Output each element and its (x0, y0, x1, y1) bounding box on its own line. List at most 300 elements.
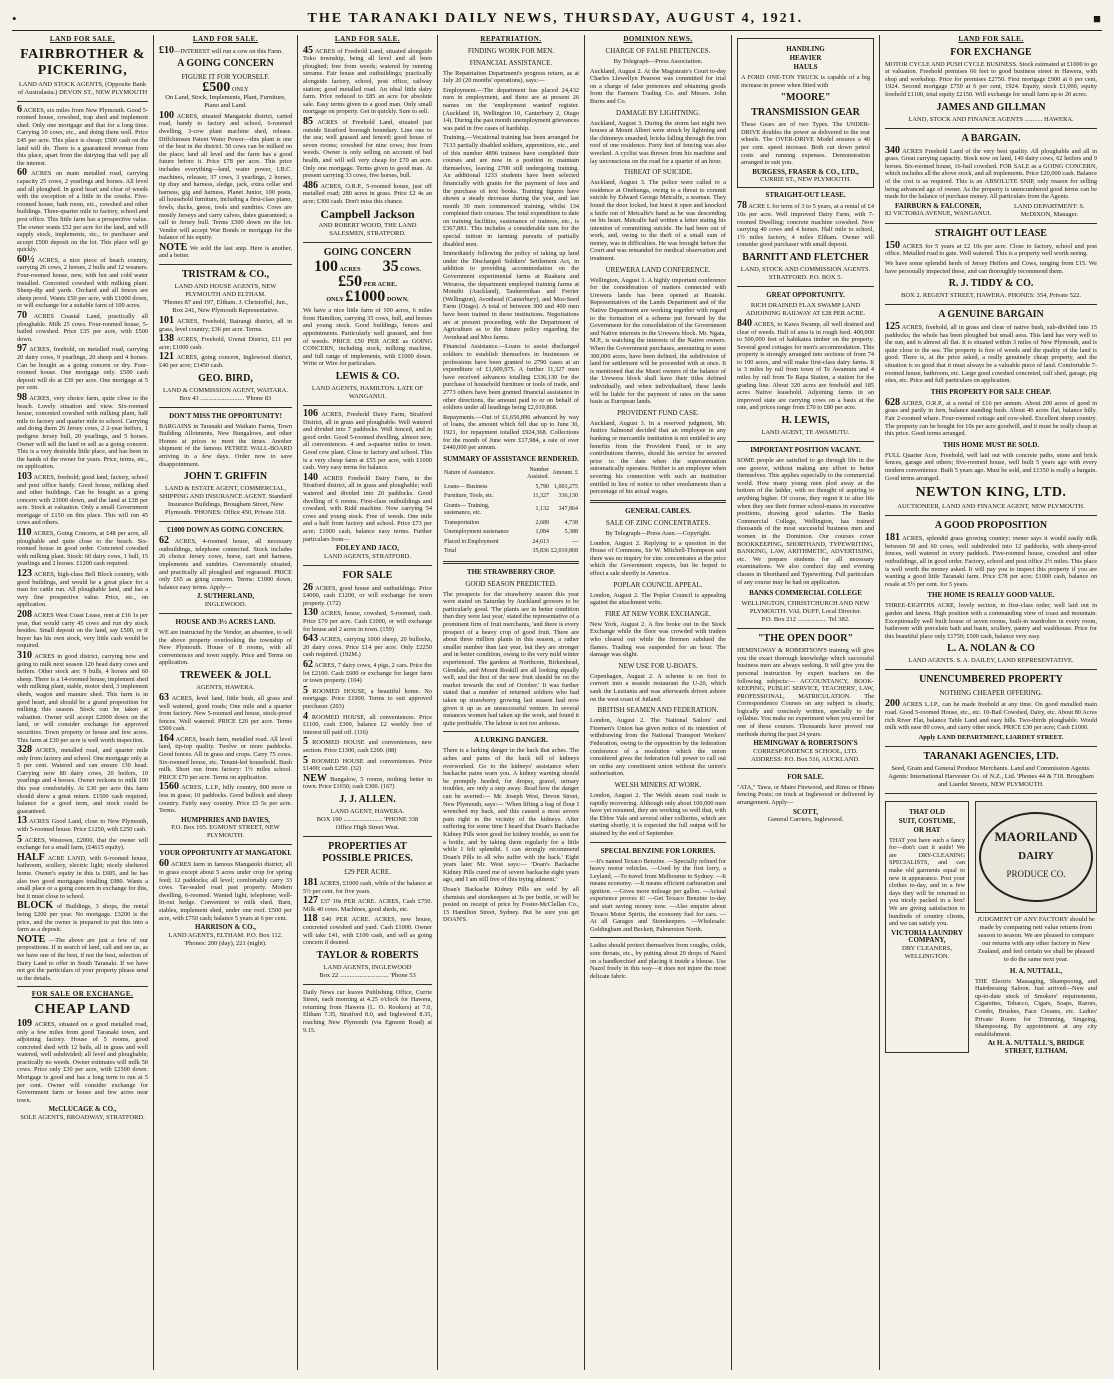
ad-text: ACRES, good house and outbuildings. Price £4000, cash £1200, or will exchange for town property. (172) (303, 584, 432, 607)
classified-ad (17, 312, 148, 343)
ad-text: ACRES, carrying 1000 sheep, 20 bullocks, 20 dairy cows. Price £14 per acre. Only £2250 cash required. (192M.) (303, 636, 432, 659)
classified-ad (885, 396, 1097, 438)
classified-ad (737, 317, 875, 412)
ad-lead: 103 (17, 470, 32, 482)
ad-text: Ladies should protect themselves from coughs, colds, sore throats, etc., by putting about 20 drops of Nazol on a handkerchief and placing it inside a blouse. Use Nazol freely in this way—it does not injure the most delicate fabric. (590, 942, 726, 980)
masthead-left-mark: • (12, 11, 18, 26)
straight-out-lease-title: STRAIGHT OUT LEASE (935, 227, 1047, 239)
agency-name: LEWIS & CO. (335, 371, 400, 382)
ad-subhead: RICH DRAINED FLAX SWAMP LAND ADJOINING RAILWAY AT £28 PER ACRE. (745, 301, 866, 317)
ad-text: ACRES, very choice farm, quite close to the beach. Lovely situation and view. Six-roomed house, concreted cowshed with milking plant, half mile to factory and quarter mile to school. Carrying and doing them 26 Jersey cows, 2 2-year heifers, 1 pedigree Jersey bull, 20 yearlings, and 5 horses. Owner will sell the land or sell as a going concern. This is a very desirable little place, and has been in the hands of the owner for years. Price, terms, etc., on application. (17, 394, 148, 471)
ad-lead: 5 (303, 736, 308, 748)
ad-lead: 1560 (159, 781, 179, 793)
ad-lead: NOTE (17, 933, 46, 945)
news-headline: POPLAR COUNCIL APPEAL. (613, 580, 703, 589)
ad-text: THAT you have such a fancy for—don't cast it aside! We are DRY-CLEANING SPECIALISTS, and can make old garments equal to new in appearance. Post your clothes to-day, and in a few days they will be returned to you nicely packed in a box! We are giving satisfaction to hundreds of country clients, and we can satisfy you. (889, 836, 965, 928)
ad-list (303, 581, 433, 791)
divider (303, 836, 432, 837)
price-figure: £50 (338, 273, 363, 291)
divider (885, 793, 1097, 794)
divider (737, 441, 874, 442)
unencumbered-title: UNENCUMBERED PROPERTY (919, 674, 1063, 686)
ad-lead: 60½ (17, 253, 35, 265)
agency-name: TREWEEK & JOLL (179, 669, 272, 681)
ad-lead: 340 (885, 144, 900, 156)
ad-lead: 486 (303, 179, 318, 191)
ad-text: ROOMED HOUSE and conveniences, new section. Price £1300, cash £200. (88) (303, 739, 433, 754)
table-header-cell: Amount. £ (552, 470, 578, 477)
agency-name: Campbell Jackson (320, 207, 415, 222)
ad-list (159, 691, 292, 815)
table-cell: Grants— Training, sustenance, etc. (444, 502, 490, 517)
classified-ad (159, 537, 292, 591)
agent-department: LAND DEPARTMENT: S. McDIXON, Manager. (1013, 202, 1085, 218)
table-row (443, 502, 579, 519)
table-cell: 347,864 (558, 506, 578, 513)
table-row (443, 528, 579, 538)
svg-text:MAORILAND: MAORILAND (994, 828, 1078, 844)
agency-phone: Box 43 ........................... 'Phone 83 (179, 394, 272, 402)
news-text: London, August 2. The Welsh steam coal trade is rapidly recovering. Although only about 100,000 men have yet resumed, they are working so well that, with the Ebbw Vale and several other collieries, which are starting shortly, it is expected the full output will be attained by the end of September. (590, 791, 726, 837)
classified-ad (17, 611, 148, 650)
divider (303, 984, 432, 985)
agent-address: 82 VICTORIA AVENUE, WANGANUI. (885, 210, 992, 218)
column-5 (585, 35, 732, 1370)
ad-headline: DON'T MISS THE OPPORTUNITY! (169, 411, 282, 420)
ad-lead: 118 (303, 913, 318, 925)
divider (885, 304, 1097, 305)
classified-ad (737, 202, 874, 249)
ad-lead: 4 (303, 710, 308, 722)
classified-ad (885, 700, 1097, 731)
agent-address: General Carriers, Inglewood. (767, 816, 844, 824)
good-proposition-title: A GOOD PROPOSITION (934, 520, 1048, 532)
agency-subtitle: LAND AGENTS. S. A. DAILEY, LAND REPRESENTATIVE. (908, 657, 1074, 665)
ad-lead: 109 (17, 1017, 32, 1029)
ad-text: ACRES, £1000 cash, while of the balance at 5½ per cent. for five years. (303, 879, 432, 895)
table-cell: 5,388 (564, 529, 578, 536)
agency-subtitle: LAND AGENT, TE AWAMUTU. (761, 429, 850, 437)
table-cell: 35,836 (532, 548, 549, 555)
going-concern-price: £500 (202, 80, 231, 96)
agency-address: Office High Street West. (335, 823, 400, 831)
table-title: SUMMARY OF ASSISTANCE RENDERED. (443, 454, 579, 463)
table-row (443, 519, 579, 529)
table-cell: Unemployment sustenance (444, 529, 509, 536)
column-header: LAND FOR SALE. (49, 35, 116, 43)
article-paragraph: The Repatriation Department's progress return, as at July 20 (20 months' operations), says:— (443, 69, 579, 85)
ad-list (303, 44, 432, 206)
price-label: PER ACRE. (363, 281, 397, 289)
agent-name: FAIRBURN & FALCONER, (894, 201, 982, 210)
column-header: REPATRIATION. (480, 35, 542, 43)
table-cell: Transportation (444, 519, 480, 526)
news-byline: By Telegraph—Press Assn.—Copyright. (605, 529, 711, 537)
ad-text: ACRES, to Kawa Swamp, all well drained and clear of weeds. Half of area is in rough feed. 400,000 to 500,000 feet of kahikatea timber on the property. Several good cottages for men's accommodation. This property is strongly arranged into sections of from 74 to 100 acres, and will make first-class dairy farms. It is 3 miles by rail from town of Te Awamutu and 4 miles by rail from Te Rapa Station, a station for the grading line. About 320 acres are freehold and 185 acres Native leasehold. Adjoining farms in an improved state are carrying cows on a basis at the rate, and prices range from £70 to £80 per acre. (737, 320, 875, 412)
ad-text: A FORD ONE-TON TRUCK is capable of a big increase in power when fitted with (741, 74, 870, 89)
agency-subtitle: LAND & COMMISSION AGENT, WAITARA. (163, 386, 288, 394)
classified-ad (17, 169, 148, 254)
news-text: New York, August 2. A fire broke out in the Stock Exchange while the floor was crowded with traders who cleared out while the firemen subdued the flames. Trading was suspended for an hour. The damage was slight. (590, 620, 726, 659)
ad-headline: THE HOME IS REALLY GOOD VALUE. (927, 591, 1055, 600)
divider (590, 937, 726, 938)
ad-text: ACRES, freehold; good land, factory, school and post office handy. Good house, milking shed and other buildings. Can be bought as a going concern with 21000 down, and the land at £38 per acre. Stock at valuation. Only a small Government mortgage of £150 on this place. This will run 45 cows and others. (17, 473, 148, 527)
ad-text: ACRES, O.R.P., at a rental of £16 per annum. About 200 acres of good in grass and partly in fern, balance standing bush. About 40 acres flat, balance hilly. Fair 2-roomed whare. Four-roomed cottage and cow-shed. Excellent sheep country. The property can be bought for 10s per acre goodwill, and it must be really cheap at this price. Good terms arranged. (885, 399, 1097, 438)
table-row (443, 547, 579, 557)
moore-brand: "MOORE" (780, 92, 831, 104)
ad-text: ACRES farm in famous Mangatoki district; all in grass except about 5 acres under crop for spring feed; 12 paddocks; all level; comfortably carry 33 cows. Tar-sealed road past property. Modern dwelling, 6-roomed. Wanted light, telephone; well-lit-out hedge. Convenient to milk shed. Barn, stables, implement shed, under one roof. £500 per acre, with £750 cash; balance 5 years at 6 per cent. (159, 861, 292, 922)
agency-subtitle: LAND AND STOCK AGENTS, (Opposite Bank of Australasia.) DEVON ST., NEW PLYMOUTH (17, 80, 148, 96)
ad-lead: 6 (17, 103, 22, 115)
classified-ad (17, 570, 148, 609)
ad-lead: 150 (885, 239, 900, 251)
article-subhead: FINDING WORK FOR MEN. (467, 46, 555, 55)
news-headline: WELSH MINERS AT WORK. (614, 780, 702, 789)
divider (159, 264, 292, 265)
ad-text: ACRES, Going Concern, at £48 per acre, all ploughable and quite close to the beach. Six-roomed house in good order. Concreted cowshed with milking plant. Stock: 60 dairy cows, 1 bull, 15 yearlings and 2 horses. £1200 cash required. (17, 530, 148, 568)
masthead-title: THE TARANAKI DAILY NEWS, THURSDAY, AUGUST 4, 1921. (307, 11, 804, 26)
ad-text: ACRES, freehold, on metalled road, carrying 20 dairy cows, 9 yearlings, 20 sheep and 4 horses. Can be bought as a going concern or dry. Four-roomed house. One mortgage only. £500 cash deposit will do at £30 per acre. One mortgage at 5 per cent. (17, 346, 148, 392)
divider (885, 669, 1097, 670)
exchange-title: FOR EXCHANGE (950, 46, 1032, 58)
ad-headline: HOUSE AND 3½ ACRES LAND. (175, 617, 276, 626)
classified-ad (885, 239, 1097, 258)
agency-subtitle: BOX 2. REGENT STREET, HAWERA. PHONES: 354, Private 522. (901, 292, 1081, 300)
column-2 (154, 35, 298, 1370)
ad-text: THREE-EIGHTHS ACRE, lovely section, in first-class order, well laid out in garden and lawns. High position with a commanding view of coast and mountain. Exceptionally well built house of seven rooms, built-in wardrobes in every room, bathroom with porcelain bath and basin, scullery, pantry and washhouse. Price for this beautiful place only £1750; £500 cash, balance very easy. (885, 602, 1097, 640)
agency-name: H. LEWIS, (781, 415, 830, 427)
going-concern-title: GOING CONCERN (323, 247, 412, 259)
agency-subtitle: LAND AND HOUSE AGENTS, NEW PLYMOUTH AND ELTHAM. (174, 283, 277, 299)
article-headline: A LURKING DANGER. (474, 736, 548, 745)
agency-name: TRISTRAM & CO., (181, 269, 270, 281)
table-cell: 336,130 (558, 493, 578, 500)
classified-ad (303, 471, 432, 543)
agency-name: J. J. ALLEN. (339, 793, 396, 805)
svg-text:PRODUCE CO.: PRODUCE CO. (1006, 868, 1066, 879)
agency-subtitle: LAND & ESTATE AGENT, COMMERCIAL, SHIPPING AND INSURANCE AGENT. Standard Insurance Buildings, Brougham Street, New Plymouth. 'PHONES: Office 450, Private 318. (159, 485, 292, 517)
news-text: Auckland, August 2. At the Magistrate's Court to-day Charles Llewellyn Pearson was committed for trial on a charge of false pretences and obtaining goods from the Farmers Trading Co. and Messrs. John Burns and Co. (590, 67, 726, 105)
classified-ad (159, 353, 292, 369)
classified-ad (159, 691, 292, 733)
agency-name: FAIRBROTHER & PICKERING, (20, 46, 145, 78)
ad-headline: YOUR OPPORTUNITY AT MANGATOKI. (159, 849, 292, 858)
table-cell: 5,790 (535, 483, 549, 490)
news-headline: DAMAGE BY LIGHTNING. (616, 108, 700, 117)
ad-lead: 181 (303, 876, 318, 888)
agency-name: R. J. TIDDY & CO. (948, 278, 1034, 290)
properties-title: PROPERTIES AT POSSIBLE PRICES. (322, 840, 413, 864)
divider (885, 746, 1097, 747)
agency-phone: BOX 190 ........................ 'PHONE 338 (316, 815, 419, 823)
svg-text:DAIRY: DAIRY (1018, 849, 1054, 862)
ad-lead: 45 (303, 44, 313, 56)
agent-address: DRY CLEANERS, WELLINGTON. (902, 945, 952, 960)
agency-name: BANKS COMMERCIAL COLLEGE (749, 589, 862, 598)
classified-ad (159, 109, 292, 242)
ad-text: £40 PER ACRE. ACRES, new house, concreted cowshed and yard. Cash £1000. Owner will take £41, with £100 cash, and sell as going concern if desired. (303, 916, 432, 947)
agent-name: HEMINGWAY & ROBERTSON'S (753, 739, 858, 748)
ad-lead: 60 (17, 167, 27, 179)
ad-text: WE are instructed by the Vendor, an absentee, to sell the above property overlooking the township of New Plymouth. House of 8 rooms, with all conveniences and town supply. Price and Terms on application. (159, 628, 292, 667)
agency-name: BARNITT AND FLETCHER (742, 251, 869, 263)
ad-headline: THIS PROPERTY FOR SALE CHEAP. (930, 387, 1052, 396)
ad-lead: 106 (303, 408, 318, 419)
classified-ad (159, 317, 292, 333)
ad-lead: 5 (303, 754, 308, 766)
ad-text: ACRES, high-class Bell Block country, with good buildings, and would be a great place for a man for cattle run. All ploughable land, and has a very fine prospective value. Price, etc., on application. (17, 571, 148, 609)
ad-text: ACRES, 7 dairy cows, 4 pigs, 2 cars. Price the lot £2100. Cash £600 or exchange for larger farm or town property. (104) (303, 662, 432, 685)
classified-ad (17, 103, 148, 168)
classified-ad (303, 581, 432, 608)
column-header: LAND FOR SALE. (334, 35, 401, 43)
article-paragraph: There is a lurking danger in the back that aches. The aches and pains of the back tell of kidneys overworked. Go to the kidneys' assistance when backache pains warn you. A kidney warning should be promptly heeded, for dropsy, gravel, urinary troubles, are only a step away. Read how the danger can be averted:— Mr. Joseph West, Devon Street, New Plymouth, says:— 'When lifting a bag of flour I wrenched my back, and this caused a most severe pain right in the vicinity of the kidneys. After suffering for some time I heard that Doan's Backache Kidney Pills were good for kidney trouble, so sent for a bottle, and by taking them regularly for a little while I felt splendid. I can strongly recommend Doan's Pills to all who suffer with the back.' Eight years later Mr. West says:— 'Doan's Backache Kidney Pills cured me of severe backache eight years ago, and I am still free of this trying ailment.' (443, 747, 579, 884)
ad-lead: 5 (303, 684, 308, 696)
ad-lead: 62 (159, 535, 169, 547)
table-cell: — (572, 538, 578, 545)
news-headline: UREWERA LAND CONFERENCE. (605, 265, 711, 274)
headline-line: HEAVIER (789, 54, 822, 62)
classified-ad (303, 876, 432, 895)
news-text: Copenhagen, August 2. A scheme is on foot to convert into a seaside restaurant the U-20, which sank the Lusitania and was afterwards driven ashore on the west coast of Jutland. (590, 672, 726, 703)
ad-lead: 97 (17, 343, 27, 355)
ad-lead: 85 (303, 115, 313, 127)
divider (885, 515, 1097, 516)
ad-lead: 181 (885, 532, 900, 544)
ad-text: ACRES, Westown, £2000, that the owner will exchange for a small farm, (£4615 equity). (17, 836, 148, 852)
news-text: Auckland, August 3. During the storm last night two houses at Mount Albert were struck by lightning and the chimneys smashed, bricks falling through the iron roof of one residence. Forty feet of fencing was also wrecked. A cyclist was thrown from his machine and lay unconscious on the road for a quarter of an hour. (590, 119, 726, 165)
agency-phone: P.O. Box 212 .................. Tel 382. (761, 616, 850, 624)
classified-ad (159, 241, 292, 260)
news-headline: FIRE AT NEW YORK EXCHANGE. (605, 609, 711, 618)
classified-ad (885, 144, 1097, 201)
column-header: LAND FOR SALE. (192, 35, 259, 43)
ad-lead: 643 (303, 633, 318, 645)
agent-address: CORRESPONDENCE SCHOOL, LTD. ADDRESS: P.O. Box 516, AUCKLAND. (751, 747, 860, 763)
classified-ad (17, 746, 148, 815)
unencumbered-subtitle: NOTHING CHEAPER OFFERING. (939, 689, 1043, 698)
agent-address: LAND AGENTS, ELTHAM. P.O. Box 112. 'Phones: 200 (day), 221 (night). (168, 931, 283, 947)
ad-headline: FOR SALE. (787, 772, 824, 781)
ad-text: ACRES, house, cowshed, 5-roomed, cash. Price £70 per acre. Cash £1000, or will exchange for house and 2 acres in town. (159) (303, 610, 433, 633)
article-subhead: GOOD SEASON PREDICTED. (465, 579, 557, 588)
agent-address: CURRIE ST., NEW PLYMOUTH. (760, 176, 851, 184)
classified-ad (303, 635, 432, 659)
agent-address: At H. A. NUTTALL'S, BRIDGE STREET, ELTHAM. (987, 1039, 1085, 1056)
agency-subtitle: AUCTIONEER, LAND AND FINANCE AGENT, NEW PLYMOUTH. (897, 503, 1085, 511)
agency-subtitle: LAND, STOCK AND COMMISSION AGENTS. STRATFORD. P.O. BOX 5. (740, 265, 871, 281)
ad-text: —INTEREST will run a cow on this Farm. (174, 47, 283, 55)
assistance-table (443, 466, 579, 557)
ad-lead: 840 (737, 317, 752, 329)
logo-caption: JUDGMENT OF ANY FACTORY should be made by comparing nett value returns from season to season. We are pleased to compare our returns with any other factory in New Zealand, and feel certain we shall be pleased to do the same next year. (977, 915, 1095, 963)
ad-text: We sold the last snip. Here is another, and a better. (159, 244, 292, 260)
genuine-bargain-title: A GENUINE BARGAIN (938, 309, 1044, 321)
ad-lead: 328 (17, 744, 32, 756)
classified-ad (303, 915, 432, 946)
agency-subtitle: LAND AGENTS, HAMILTON. LATE OF WANGANUI. (311, 385, 424, 400)
classified-ad (303, 710, 433, 737)
ad-list (159, 109, 292, 260)
ad-text: "ATA," Tawa, or Maire Firewood, and Rimu or Hinau fencing Posts; on truck at Inglewood or delivered by arrangement. Apply— (737, 783, 874, 807)
ad-text: ACRES Coastal Land, practically all ploughable. Milk 25 cows. Four-roomed house, 5-bailed cowshed. Price £35 per acre, with £500 down. (17, 313, 148, 343)
news-text: London, August 2. The National Sailors' and Firemen's Union has given notice of its intention of withdrawing from the National Transport Workers' Federation, owing to the opposition by the federation conference of a resolution which the union considered gives the federation full power to call out on strike any constituent union without the union's authorisation. (590, 717, 726, 778)
ad-text: ACRES Good Land, close to New Plymouth, with 5-roomed house. Price £1250, with £250 cash. (17, 818, 148, 834)
ad-text: ACRES West Coast Lease, rent at £16 1s per year, that would carry 45 cows and run dry stock besides. Small deposit on the land, say £500, or if buyer has his own stock, very little cash would be required. (17, 612, 148, 650)
classified-ad (17, 1017, 149, 1105)
ad-text: ACRES, level land, little bush, all grass and well watered, good roads; One mile and a quarter from factory. New 5-roomed and house, stock-proof fences. Well watered. PRICE £20 per acre. Terms £500 cash. (159, 694, 292, 733)
divider (590, 500, 726, 503)
agent-name: HARRISON & CO., (194, 923, 257, 932)
ad-text: ACRES, going concern, Inglewood district, £40 per acre; £1450 cash. (159, 354, 292, 370)
classified-ad (303, 179, 432, 206)
ad-text: These Gears are of two Types. The UNDER-DRIVE doubles the power as delivered to the rear wheels. The OVER-DRIVE Model ensures a 40 per cent. speed increase. Both cut down petrol costs and running expenses. Demonstration arranged to suit you. (741, 121, 870, 167)
apply-line: Apply LAND DEPARTMENT, LIARDET STREET. (918, 733, 1064, 741)
table-cell: 1,003,275 (554, 483, 578, 490)
ad-text: SOME people are satisfied to go through life in the one groove, without making any effort to better themselves. This applies especially to the commercial world. How many young men plod away at the bottom of the ladder, with no thought of aspiring to anything higher. Of course, they regret it in after life when they see their former school-mates in executive positions, drawing good salaries. The Banks Commercial College, Wellington, has trained thousands of the most successful business men and women in the Dominion. Our courses cover BOOKKEEPING, SHORTHAND, TYPEWRITING, BANKING, LAW, ARITHMETIC, ADVERTISING, etc. We prepare students for all necessary examinations. We also conduct day and evening classes in Shorthand and Typewriting. Full particulars of any course may be had on application. (737, 457, 874, 586)
ad-headline: IMPORTANT POSITION VACANT. (750, 446, 861, 455)
ad-lead: 200 (885, 698, 900, 710)
divider (159, 521, 292, 522)
ad-text: ACRES of Freehold Land, situated just outside Stratford borough boundary. Line one to the sea; well grassed and fenced; good house of seven rooms; cowshed for nine cows; free from weeds. Owner is only selling on account of bad health, and will sell very cheap for £70 an acre. Only one mortgage. Terms given to good man. At present carrying 33 cows, five horses, bull. (303, 118, 432, 180)
table-header-cell: Nature of Assistance. (444, 470, 496, 477)
ad-text: ROOMED HOUSE and conveniences. Price £1400; cash £250. (32) (303, 757, 432, 773)
agent-name: FOLEY AND JACO, (336, 544, 399, 553)
ad-text: ACRES, metalled road, and quarter mile only from factory and school. One mortgage only at 5 per cent. Watered and can ensure 130 head. Carrying now 80 dairy cows, 20 heifers, 10 yearlings and 4 horses. Owner reckons to milk 100 this year comfortably. At £30 per acre this farm should show a great return. £1500 cash required, balance for a good term, and stock could be guaranteed. (17, 747, 148, 815)
ad-text: —It's named Texaco Benzine. —Specially refined for heavy motor vehicles. —Used by the first lorry, a Leyland, —To travel from Melbourne to Sydney. —It means economy. —It means efficient carburation and ignition. —Gives more mileage per gallon. —Actual experience proves it! —Get Texaco Benzine to-day and start saving money now. —Also enquire about Texaco Motor Spirits, the economy fuel for cars. —At all Garages and Storekeepers. —Wholesale: Goldingham and Beckett, Palmerston North. (590, 857, 726, 933)
going-concern-down-row (303, 287, 432, 305)
ad-lead: 70 (17, 310, 27, 322)
ad-headline: SPECIAL BENZINE FOR LORRIES. (600, 846, 716, 855)
ad-text: THE Electric Massaging, Shampooing, and Hairdressing Saloon. Just arrived—New and up-to-date stock of Smokers' requirements, Cigarettes, Tobacco, Cigars, Soaps, Razors, Combs, Brushes, Face Creams, etc. Ladies' Private Room for Trimming, Singeing, Shampooing. By appointment at any city establishment. (975, 977, 1097, 1038)
classified-ad (17, 345, 148, 392)
agent-name: BURGESS, FRASER & CO., LTD., (752, 167, 859, 176)
headline-line: OR HAT (913, 825, 941, 834)
agent-name: McCLUCAGE & CO., (48, 1105, 117, 1114)
ad-headline: £1000 DOWN AS GOING CONCERN. (167, 526, 284, 535)
agency-subtitle: AND ROBERT WOOD, THE LAND SALESMEN, STRATFORD. (318, 222, 417, 238)
classified-ad (303, 738, 432, 754)
agency-subtitle: AGENTS, HAWERA. (196, 683, 255, 691)
table-cell: 1,084 (535, 529, 549, 536)
ad-text: ACRES Freehold Land of the very best quality. All ploughable and all in grass. Great carrying capacity. Stock now on land, 140 dairy cows, 62 heifers and 9 horses. Six-roomed house, 16-bail cowshed. FOR SALE as a GOING CONCERN, which includes all the above stock, and all implements. Price £20,000 cash. Balance of the cost is as required. This is an ABSOLUTE SNIP, only reason for selling being advanced age of owner. As the property is unencumbered good terms can be made for the balance of purchase money. All particulars from the Agents. (885, 147, 1097, 201)
ad-lead: 138 (159, 333, 174, 345)
divider (159, 613, 292, 614)
dairy-logo (975, 801, 1097, 913)
ad-lead: 123 (17, 568, 32, 580)
news-headline: SALE OF ZINC CONCENTRATES. (605, 518, 711, 527)
ad-lead: 110 (17, 527, 32, 539)
agency-address: 'Phones 87 and 197, Eltham. J. Christoffel, Jun., Box 241, New Plymouth Representative. (162, 299, 289, 315)
going-concern-only: ONLY (231, 86, 249, 94)
divider (737, 628, 874, 629)
agency-subtitle: LAND AGENT, HAWERA. (330, 807, 405, 815)
classified-ad (303, 754, 432, 773)
table-cell: Total (444, 548, 457, 555)
bargain-title: A BARGAIN. (961, 132, 1021, 144)
news-headline: THREAT OF SUICIDE. (623, 168, 693, 177)
for-sale-title: FOR SALE (342, 569, 393, 581)
classified-ad (159, 335, 292, 351)
news-text: London, August 2. The Poplar Council is appealing against the attachment writs. (590, 591, 726, 607)
classified-ad (17, 391, 148, 471)
ad-list (303, 876, 433, 947)
cows-label: COWS. (400, 266, 421, 274)
classified-ad (159, 860, 292, 922)
ad-lead: 121 (159, 351, 174, 363)
news-headline: CHARGE OF FALSE PRETENCES. (605, 46, 711, 55)
classified-ad (17, 470, 148, 527)
ad-text: ACRES of Freehold Land, situated alongside Toko township, being all level and all been ploughed; free from weeds; watered by running streams. Fair house and outbuildings; practically alongside factory, school, post office, railway station; good metalled road. An ideal little dairy farm. Price reduced to £85 an acre for absolute sale. Easy terms given to a good man. Only small mortgage on property. Get in quickly. Sure to sell. (303, 47, 432, 116)
column-7 (880, 35, 1102, 1370)
agent-address: SOLE AGENTS, BROADWAY, STRATFORD. (20, 1114, 145, 1122)
ad-lead: 13 (17, 815, 27, 827)
agent-name: HUMPHRIES AND DAVIES, (181, 815, 270, 824)
classified-ad (159, 783, 292, 814)
ad-lead: BLOCK (17, 900, 54, 912)
ad-lead: NOTE (159, 241, 188, 253)
cheap-land-title: CHEAP LAND (34, 1001, 131, 1017)
classified-ad (159, 44, 292, 56)
column-3 (298, 35, 438, 1370)
divider (885, 223, 1097, 224)
ad-lead: NEW (303, 772, 327, 784)
ad-text: ACRES Freehold Dairy Farm, in the Stratford district, all in grass and ploughable; well watered and divided into 20 paddocks. Good dwelling of 6 rooms. First-class outbuildings and cowshed, with Ridd machine. Now carrying 54 cows and young stock. Free of weeds. One mile and a half from factory and school. Price £73 per acre; £1000 cash, balance easy terms. Further particulars from— (303, 474, 432, 543)
table-row (443, 492, 579, 502)
agency-name: GEO. BIRD, (198, 372, 253, 384)
ad-text: We have a nice little farm of 100 acres, 6 miles from Hamilton, carrying 35 cows, bull, and horses and young stock. Good buildings, fences and appointments. Particularly well grassed, and free of weeds. PRICE £50 PER ACRE as GOING CONCERN, including stock, milking machine, and full range of implements, with £1000 down. Write or Wire for particulars. (303, 307, 432, 368)
table-cell: 2,689 (535, 519, 549, 526)
ad-headline-box (741, 45, 870, 72)
agency-name: TAYLOR & ROBERTS (316, 949, 419, 961)
ad-lead: 127 (303, 895, 318, 907)
table-cell: £2,019,868 (551, 548, 578, 555)
news-byline: By Telegraph—Press Association. (613, 57, 703, 65)
ad-text: ROOMED HOUSE, all conveniences. Price £1100, cash £300, balance £2 weekly free of interest till paid off. (116) (303, 713, 433, 736)
masthead-right-mark: ■ (1093, 11, 1102, 26)
ad-lead: 164 (159, 732, 174, 744)
article-paragraph: Training.—Vocational training has been arranged for 7133 partially disabled soldiers, apprentices, etc., and of this number 4896 trainees have completed their courses and are now in a position to maintain themselves, leaving 2700 still undergoing training. An additional 1233 students have been selected financially with grants for the payment of fees and the purchase of text books. Training figures have shown a steady decrease during the year, and last month 30 men commenced training, whilst 134 completed their courses. The total expenditure to date on training facilities, sustenance of trainees, etc., is £367,881. This includes a considerable sum for the special tuition in farming pursuits of partially disabled men. (443, 134, 579, 248)
table-cell: 4,738 (564, 519, 578, 526)
column-header: DOMINION NEWS. (623, 35, 693, 43)
article-paragraph: Employment.—The department has placed 24,432 men in employment, and there are at present 26 names on the 'employment wanted' register. (Auckland 16, Wellington 10, Canterbury 2, Otago 14). During the past month unemployment grievances was paid in five cases of hardship. (443, 86, 579, 132)
ad-text: We have some splendid herds of Jersey Heifers and Cows, ranging from £15. We have personally inspected these, and can thoroughly recommend them. (885, 259, 1097, 275)
news-headline: NEW USE FOR U-BOATS. (618, 661, 698, 670)
classified-ad (17, 833, 148, 852)
ad-list (303, 410, 432, 543)
ad-text: BARGAINS in Taranaki and Waikato Farms, Town Building Allotments, New Bungalows, and other Homes at prices to meet the times. Another shipment of the famous PETREE WALL-BOARD arriving in a few days. Order now to save disappointment. (159, 422, 292, 468)
column-1 (12, 35, 154, 1370)
properties-subtitle: £29 PER ACRE. (344, 867, 391, 876)
divider (737, 286, 874, 287)
table-cell: Placed in Employment (444, 538, 499, 545)
agency-name: JAMES AND GILLMAN (936, 101, 1046, 113)
going-concern-figures (303, 258, 432, 276)
going-concern-subtitle: FIGURE IT FOR YOURSELF. (181, 73, 270, 82)
ad-lead: 98 (17, 391, 27, 403)
divider (159, 844, 292, 845)
ad-text: ACRES, O.R.P., 5-roomed house, just off metalled road; 280 acres in grass. Price £2 4s an acre; £300 cash. Don't miss this chance. (303, 182, 432, 205)
agent-address: P.O. Box 105. EGMONT STREET, NEW PLYMOUTH. (171, 824, 280, 840)
table-header-cell: Number Assisted. (527, 466, 549, 481)
classified-ad (303, 772, 432, 791)
classified-ad (303, 609, 432, 633)
table-row (443, 483, 579, 493)
ad-lead: 310 (17, 649, 32, 661)
divider (443, 731, 579, 732)
classified-ad (159, 732, 292, 782)
article-paragraph: Repayments.—Out of £1,656,896 advanced by way of loans, the amount which fell due up to June 30, 1921, for repayment totalled £924,368. Collections for the month of June were £17,984, a rate of over £440,000 per annum. (443, 413, 579, 452)
